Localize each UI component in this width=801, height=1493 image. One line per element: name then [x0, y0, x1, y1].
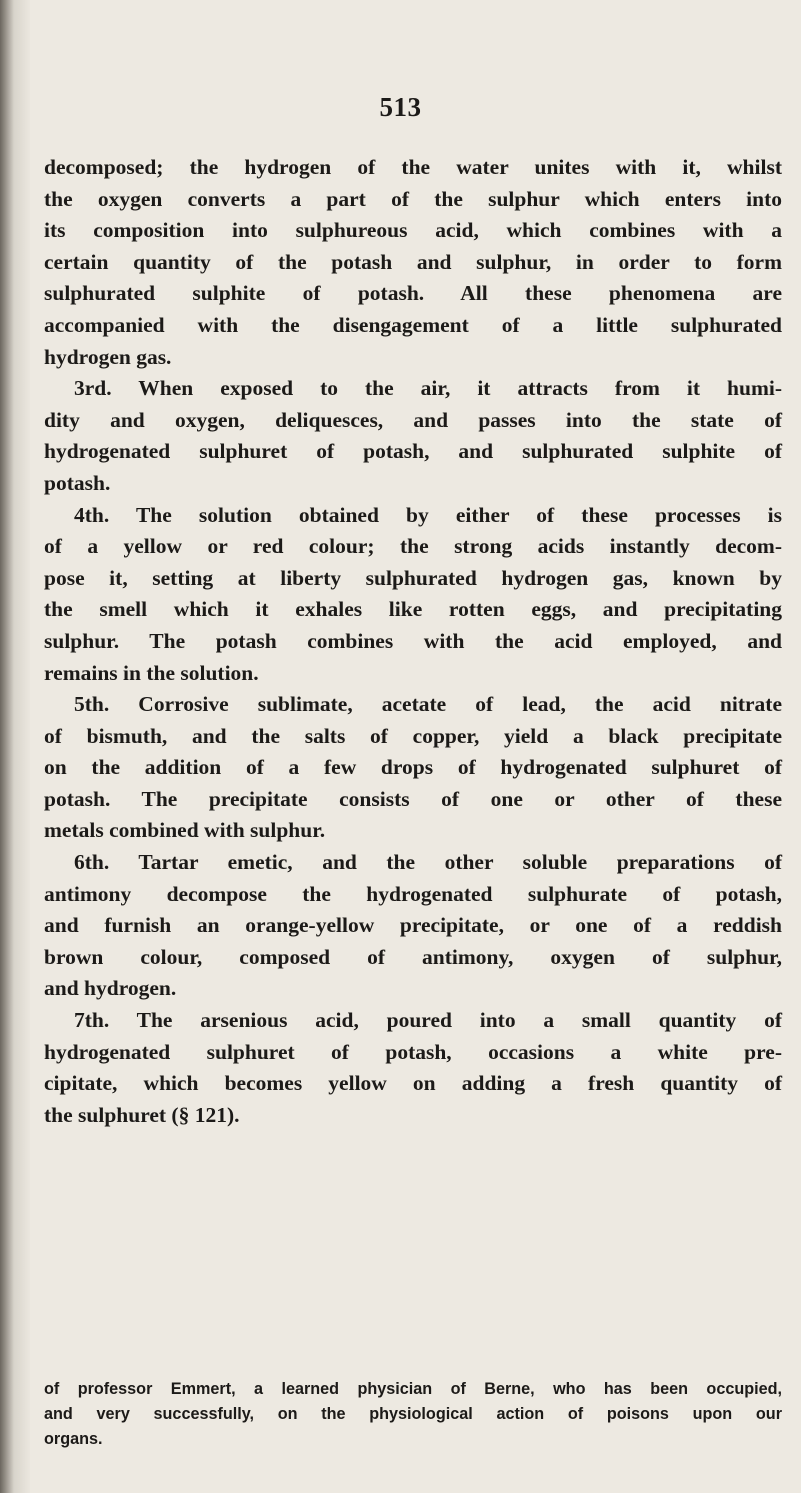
text-line: dity and oxygen, deliquesces, and passes into the state of: [44, 407, 782, 432]
text-line: of bismuth, and the salts of copper, yield a black precipitate: [44, 723, 782, 748]
text-line: 4th. The solution obtained by either of these processes is: [74, 502, 782, 527]
footnote-line: organs.: [44, 1430, 103, 1448]
text-line: metals combined with sulphur.: [44, 818, 326, 843]
text-line: sulphurated sulphite of potash. All these phenomena are: [44, 281, 782, 306]
text-line: pose it, setting at liberty sulphurated hydrogen gas, known by: [44, 565, 782, 590]
text-line: and hydrogen.: [44, 976, 177, 1001]
text-line: its composition into sulphureous acid, which combines with a: [44, 218, 782, 243]
paragraph-seventh: [44, 1005, 782, 1131]
text-line: hydrogenated sulphuret of potash, occasions a white pre-: [44, 1039, 782, 1064]
text-line: of a yellow or red colour; the strong acids instantly decom-: [44, 534, 782, 559]
paragraph-fifth: [44, 689, 782, 847]
text-line: on the addition of a few drops of hydrogenated sulphuret of: [44, 755, 782, 780]
text-line: remains in the solution.: [44, 660, 259, 685]
text-line: and furnish an orange-yellow precipitate, or one of a reddish: [44, 913, 782, 938]
footnote-line: and very successfully, on the physiological action of poisons upon our: [44, 1405, 782, 1423]
text-line: certain quantity of the potash and sulphur, in order to form: [44, 249, 782, 274]
paragraph-decomposed: [44, 152, 782, 373]
text-line: 5th. Corrosive sublimate, acetate of lead, the acid nitrate: [74, 692, 782, 717]
text-line: sulphur. The potash combines with the acid employed, and: [44, 628, 782, 653]
text-line: 3rd. When exposed to the air, it attracts from it humi-: [74, 376, 782, 401]
text-line: cipitate, which becomes yellow on adding a fresh quantity of: [44, 1071, 782, 1096]
text-line: hydrogen gas.: [44, 344, 172, 369]
text-line: decomposed; the hydrogen of the water unites with it, whilst: [44, 155, 782, 179]
text-line: 6th. Tartar emetic, and the other soluble preparations of: [74, 850, 782, 875]
text-line: the sulphuret (§ 121).: [44, 1102, 240, 1127]
footnote: [44, 1377, 782, 1452]
text-line: the smell which it exhales like rotten eggs, and precipitating: [44, 597, 782, 622]
text-line: hydrogenated sulphuret of potash, and sulphurated sulphite of: [44, 439, 782, 464]
footnote-line: of professor Emmert, a learned physician of Berne, who has been occupied,: [44, 1380, 782, 1398]
text-line: potash. The precipitate consists of one or other of these: [44, 786, 782, 811]
text-line: accompanied with the disengagement of a little sulphurated: [44, 312, 782, 337]
text-line: brown colour, composed of antimony, oxygen of sulphur,: [44, 944, 782, 969]
binding-gutter: [0, 0, 30, 1493]
text-line: antimony decompose the hydrogenated sulphurate of potash,: [44, 881, 782, 906]
text-line: the oxygen converts a part of the sulphur which enters into: [44, 186, 782, 211]
paragraph-fourth: [44, 500, 782, 690]
text-line: 7th. The arsenious acid, poured into a small quantity of: [74, 1008, 782, 1033]
page-number: 513: [379, 92, 422, 122]
body-text: [44, 152, 782, 1131]
paragraph-sixth: [44, 847, 782, 1005]
text-line: potash.: [44, 470, 111, 495]
paragraph-third: [44, 373, 782, 499]
